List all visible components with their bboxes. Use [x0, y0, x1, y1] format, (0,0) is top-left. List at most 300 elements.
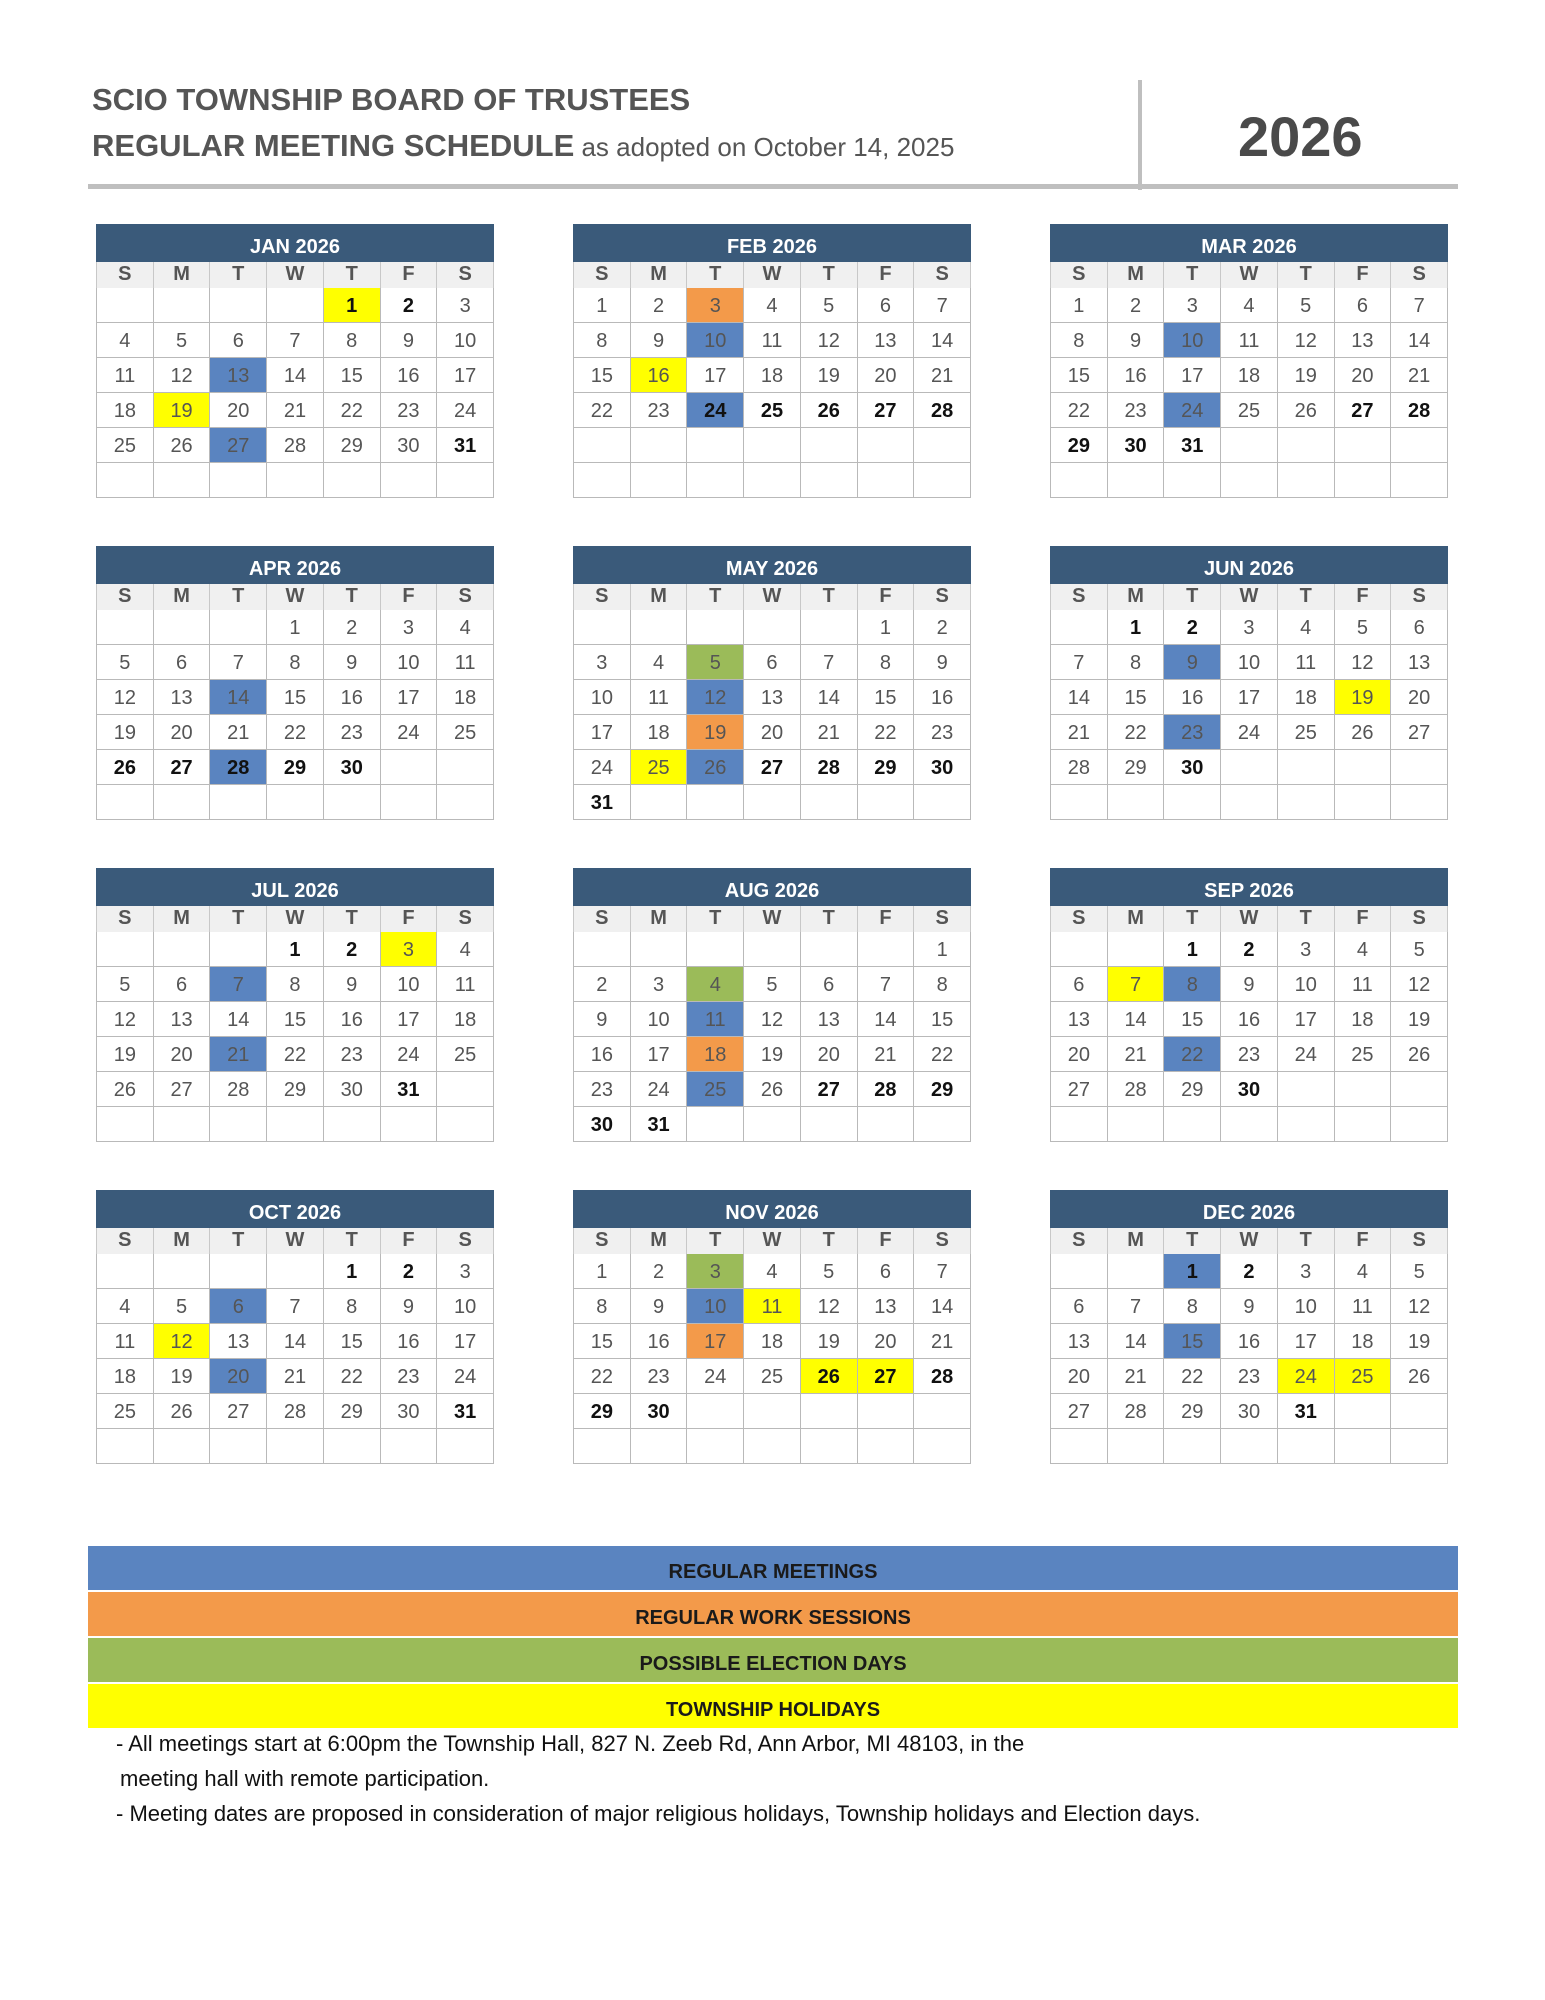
day-cell: 22	[324, 393, 381, 428]
weekday-label: T	[210, 584, 267, 610]
weekday-label: M	[154, 1228, 211, 1254]
day-cell: 22	[858, 715, 915, 750]
day-cell: 25	[437, 715, 494, 750]
day-cell: 9	[324, 645, 381, 680]
day-cell: 19	[687, 715, 744, 750]
weekday-label: S	[437, 1228, 494, 1254]
weekday-header	[573, 584, 971, 610]
weekday-label: S	[1051, 262, 1108, 288]
day-cell: 24	[1278, 1359, 1335, 1394]
empty-cell	[154, 463, 211, 498]
day-cell: 20	[1051, 1037, 1108, 1072]
day-cell: 4	[1221, 288, 1278, 323]
day-cell: 9	[1221, 1289, 1278, 1324]
weekday-label: F	[381, 262, 438, 288]
weekday-label: W	[1221, 1228, 1278, 1254]
empty-cell	[1391, 750, 1448, 785]
notes	[116, 1726, 1416, 1831]
day-cell: 6	[1051, 967, 1108, 1002]
day-cell: 8	[324, 1289, 381, 1324]
weekday-label: M	[1108, 584, 1165, 610]
weekday-label: F	[858, 262, 915, 288]
empty-cell	[437, 750, 494, 785]
month-apr	[96, 546, 494, 820]
empty-cell	[631, 785, 688, 820]
day-cell: 29	[1164, 1394, 1221, 1429]
empty-cell	[744, 463, 801, 498]
day-cell: 17	[574, 715, 631, 750]
day-cell: 17	[687, 358, 744, 393]
empty-cell	[858, 785, 915, 820]
day-cell: 25	[1335, 1037, 1392, 1072]
empty-cell	[97, 1254, 154, 1289]
day-cell: 27	[858, 393, 915, 428]
day-cell: 9	[381, 323, 438, 358]
day-cell: 30	[381, 428, 438, 463]
empty-cell	[631, 1429, 688, 1464]
day-cell: 11	[631, 680, 688, 715]
month-nov	[573, 1190, 971, 1464]
day-cell: 7	[914, 288, 971, 323]
weekday-label: F	[1335, 584, 1392, 610]
weekday-label: W	[267, 906, 324, 932]
day-cell: 24	[437, 1359, 494, 1394]
day-cell: 7	[267, 1289, 324, 1324]
empty-cell	[914, 785, 971, 820]
day-cell: 17	[381, 680, 438, 715]
empty-cell	[381, 785, 438, 820]
day-cell: 18	[1221, 358, 1278, 393]
day-cell: 24	[687, 393, 744, 428]
month-title: NOV 2026	[573, 1190, 971, 1228]
day-cell: 14	[1108, 1002, 1165, 1037]
day-cell: 10	[1164, 323, 1221, 358]
day-cell: 10	[381, 967, 438, 1002]
empty-cell	[801, 1394, 858, 1429]
day-cell: 14	[858, 1002, 915, 1037]
day-cell: 10	[1278, 1289, 1335, 1324]
day-cell: 19	[154, 393, 211, 428]
empty-cell	[801, 1107, 858, 1142]
weekday-header	[96, 906, 494, 932]
weekday-label: M	[154, 906, 211, 932]
day-cell: 23	[574, 1072, 631, 1107]
empty-cell	[1051, 463, 1108, 498]
day-cell: 2	[324, 932, 381, 967]
day-cell: 23	[914, 715, 971, 750]
day-cell: 12	[687, 680, 744, 715]
day-cell: 18	[97, 393, 154, 428]
day-cell: 3	[631, 967, 688, 1002]
day-cell: 31	[381, 1072, 438, 1107]
day-cell: 18	[97, 1359, 154, 1394]
day-cell: 28	[914, 1359, 971, 1394]
day-cell: 8	[574, 1289, 631, 1324]
day-cell: 18	[744, 358, 801, 393]
board-title: SCIO TOWNSHIP BOARD OF TRUSTEES	[92, 82, 691, 117]
day-grid	[1050, 932, 1448, 1142]
month-title: APR 2026	[96, 546, 494, 584]
day-cell: 21	[1108, 1037, 1165, 1072]
weekday-label: W	[267, 1228, 324, 1254]
day-cell: 9	[1221, 967, 1278, 1002]
month-title: JAN 2026	[96, 224, 494, 262]
weekday-label: M	[154, 262, 211, 288]
empty-cell	[801, 463, 858, 498]
day-cell: 13	[858, 323, 915, 358]
empty-cell	[744, 785, 801, 820]
day-cell: 21	[1051, 715, 1108, 750]
note-line-2: meeting hall with remote participation.	[120, 1766, 490, 1791]
day-cell: 17	[687, 1324, 744, 1359]
empty-cell	[1108, 463, 1165, 498]
day-cell: 5	[1391, 1254, 1448, 1289]
day-cell: 18	[437, 680, 494, 715]
weekday-label: S	[574, 584, 631, 610]
day-cell: 18	[1335, 1002, 1392, 1037]
day-cell: 1	[267, 932, 324, 967]
empty-cell	[1335, 1107, 1392, 1142]
day-cell: 6	[154, 967, 211, 1002]
day-cell: 26	[1391, 1359, 1448, 1394]
weekday-label: S	[437, 262, 494, 288]
day-cell: 4	[1278, 610, 1335, 645]
empty-cell	[801, 610, 858, 645]
empty-cell	[437, 463, 494, 498]
month-oct	[96, 1190, 494, 1464]
day-cell: 18	[1335, 1324, 1392, 1359]
weekday-label: S	[97, 262, 154, 288]
month-dec	[1050, 1190, 1448, 1464]
empty-cell	[1108, 1429, 1165, 1464]
weekday-label: W	[1221, 906, 1278, 932]
day-cell: 13	[1335, 323, 1392, 358]
empty-cell	[1391, 785, 1448, 820]
day-cell: 18	[687, 1037, 744, 1072]
day-cell: 9	[1164, 645, 1221, 680]
day-cell: 25	[631, 750, 688, 785]
day-cell: 29	[267, 750, 324, 785]
empty-cell	[324, 463, 381, 498]
weekday-label: F	[1335, 906, 1392, 932]
day-cell: 10	[687, 323, 744, 358]
day-cell: 14	[914, 1289, 971, 1324]
empty-cell	[1221, 785, 1278, 820]
day-cell: 20	[154, 715, 211, 750]
day-cell: 16	[1108, 358, 1165, 393]
day-cell: 10	[381, 645, 438, 680]
empty-cell	[801, 785, 858, 820]
day-cell: 29	[914, 1072, 971, 1107]
day-cell: 31	[574, 785, 631, 820]
day-cell: 6	[1391, 610, 1448, 645]
empty-cell	[631, 610, 688, 645]
day-cell: 15	[1051, 358, 1108, 393]
empty-cell	[1051, 1429, 1108, 1464]
empty-cell	[574, 463, 631, 498]
day-cell: 17	[437, 1324, 494, 1359]
day-cell: 26	[801, 393, 858, 428]
day-cell: 19	[1278, 358, 1335, 393]
day-cell: 29	[858, 750, 915, 785]
day-cell: 26	[687, 750, 744, 785]
day-cell: 5	[1335, 610, 1392, 645]
day-cell: 18	[744, 1324, 801, 1359]
day-cell: 14	[267, 358, 324, 393]
empty-cell	[914, 428, 971, 463]
day-grid	[1050, 288, 1448, 498]
day-cell: 5	[801, 288, 858, 323]
empty-cell	[1221, 1429, 1278, 1464]
day-cell: 13	[1391, 645, 1448, 680]
day-cell: 24	[631, 1072, 688, 1107]
day-cell: 30	[914, 750, 971, 785]
day-cell: 11	[1221, 323, 1278, 358]
day-cell: 23	[1221, 1037, 1278, 1072]
legend-regular-meetings: REGULAR MEETINGS	[88, 1546, 1458, 1590]
weekday-label: S	[97, 906, 154, 932]
day-cell: 13	[801, 1002, 858, 1037]
day-cell: 14	[267, 1324, 324, 1359]
weekday-header	[96, 262, 494, 288]
day-cell: 12	[154, 358, 211, 393]
weekday-label: T	[324, 584, 381, 610]
day-cell: 11	[687, 1002, 744, 1037]
empty-cell	[381, 750, 438, 785]
day-cell: 6	[154, 645, 211, 680]
day-cell: 3	[1221, 610, 1278, 645]
month-mar	[1050, 224, 1448, 498]
weekday-label: W	[744, 1228, 801, 1254]
empty-cell	[1221, 1107, 1278, 1142]
day-cell: 27	[1051, 1072, 1108, 1107]
day-cell: 19	[1391, 1324, 1448, 1359]
weekday-label: S	[97, 1228, 154, 1254]
weekday-label: T	[801, 1228, 858, 1254]
day-cell: 1	[1164, 932, 1221, 967]
day-cell: 15	[1164, 1324, 1221, 1359]
empty-cell	[914, 1394, 971, 1429]
day-cell: 7	[914, 1254, 971, 1289]
day-cell: 21	[210, 1037, 267, 1072]
day-cell: 26	[154, 428, 211, 463]
weekday-label: M	[631, 1228, 688, 1254]
day-cell: 5	[97, 645, 154, 680]
empty-cell	[744, 1394, 801, 1429]
day-cell: 4	[1335, 932, 1392, 967]
day-cell: 29	[324, 428, 381, 463]
empty-cell	[210, 610, 267, 645]
day-cell: 27	[744, 750, 801, 785]
day-grid	[573, 1254, 971, 1464]
day-cell: 25	[687, 1072, 744, 1107]
day-cell: 11	[437, 967, 494, 1002]
day-cell: 4	[631, 645, 688, 680]
empty-cell	[154, 288, 211, 323]
day-cell: 30	[631, 1394, 688, 1429]
day-cell: 29	[1108, 750, 1165, 785]
day-cell: 27	[154, 750, 211, 785]
day-cell: 20	[1391, 680, 1448, 715]
day-cell: 5	[154, 323, 211, 358]
day-cell: 21	[210, 715, 267, 750]
empty-cell	[1108, 1107, 1165, 1142]
day-grid	[1050, 610, 1448, 820]
day-cell: 28	[1051, 750, 1108, 785]
empty-cell	[1278, 463, 1335, 498]
day-cell: 15	[858, 680, 915, 715]
day-cell: 20	[210, 393, 267, 428]
day-cell: 21	[1108, 1359, 1165, 1394]
day-cell: 12	[97, 680, 154, 715]
day-cell: 3	[437, 1254, 494, 1289]
day-cell: 6	[744, 645, 801, 680]
day-cell: 19	[1335, 680, 1392, 715]
empty-cell	[1391, 463, 1448, 498]
empty-cell	[1335, 428, 1392, 463]
header-rule	[88, 184, 1458, 189]
day-cell: 28	[1108, 1072, 1165, 1107]
day-cell: 3	[687, 288, 744, 323]
day-cell: 24	[574, 750, 631, 785]
day-cell: 16	[574, 1037, 631, 1072]
day-cell: 23	[631, 393, 688, 428]
month-jul	[96, 868, 494, 1142]
day-grid	[573, 932, 971, 1142]
empty-cell	[1278, 1072, 1335, 1107]
empty-cell	[858, 1429, 915, 1464]
empty-cell	[1335, 463, 1392, 498]
day-cell: 2	[381, 1254, 438, 1289]
empty-cell	[1221, 750, 1278, 785]
empty-cell	[1278, 750, 1335, 785]
day-cell: 10	[574, 680, 631, 715]
empty-cell	[210, 1429, 267, 1464]
day-cell: 20	[154, 1037, 211, 1072]
day-cell: 14	[210, 1002, 267, 1037]
empty-cell	[1051, 785, 1108, 820]
empty-cell	[210, 785, 267, 820]
day-cell: 29	[1051, 428, 1108, 463]
day-cell: 22	[267, 715, 324, 750]
day-cell: 5	[801, 1254, 858, 1289]
day-cell: 7	[267, 323, 324, 358]
day-cell: 16	[1164, 680, 1221, 715]
day-cell: 25	[97, 428, 154, 463]
month-sep	[1050, 868, 1448, 1142]
day-cell: 24	[381, 1037, 438, 1072]
day-cell: 7	[210, 645, 267, 680]
schedule-title	[92, 128, 954, 164]
empty-cell	[744, 610, 801, 645]
day-cell: 27	[210, 1394, 267, 1429]
day-cell: 26	[801, 1359, 858, 1394]
day-cell: 8	[914, 967, 971, 1002]
empty-cell	[210, 932, 267, 967]
day-cell: 25	[1221, 393, 1278, 428]
day-cell: 21	[1391, 358, 1448, 393]
empty-cell	[97, 288, 154, 323]
day-cell: 23	[381, 1359, 438, 1394]
empty-cell	[267, 288, 324, 323]
empty-cell	[1164, 463, 1221, 498]
empty-cell	[801, 428, 858, 463]
empty-cell	[210, 463, 267, 498]
empty-cell	[1391, 1107, 1448, 1142]
empty-cell	[687, 785, 744, 820]
month-title: JUL 2026	[96, 868, 494, 906]
day-cell: 11	[1335, 967, 1392, 1002]
weekday-label: S	[914, 584, 971, 610]
empty-cell	[631, 463, 688, 498]
day-cell: 27	[1051, 1394, 1108, 1429]
weekday-header	[96, 584, 494, 610]
empty-cell	[1391, 1394, 1448, 1429]
day-cell: 7	[1108, 1289, 1165, 1324]
day-cell: 2	[381, 288, 438, 323]
day-cell: 10	[1221, 645, 1278, 680]
empty-cell	[744, 932, 801, 967]
day-cell: 3	[1164, 288, 1221, 323]
day-grid	[1050, 1254, 1448, 1464]
day-cell: 12	[1335, 645, 1392, 680]
day-cell: 15	[1164, 1002, 1221, 1037]
day-cell: 30	[324, 1072, 381, 1107]
day-cell: 20	[1335, 358, 1392, 393]
weekday-label: F	[381, 906, 438, 932]
day-cell: 30	[1221, 1394, 1278, 1429]
day-grid	[96, 1254, 494, 1464]
empty-cell	[154, 785, 211, 820]
weekday-label: T	[1278, 584, 1335, 610]
weekday-header	[573, 906, 971, 932]
year-label: 2026	[1238, 105, 1363, 168]
weekday-label: T	[210, 906, 267, 932]
day-cell: 12	[1391, 1289, 1448, 1324]
empty-cell	[574, 1429, 631, 1464]
day-cell: 22	[574, 393, 631, 428]
day-cell: 16	[1221, 1324, 1278, 1359]
month-title: JUN 2026	[1050, 546, 1448, 584]
weekday-label: M	[631, 906, 688, 932]
day-cell: 17	[1278, 1324, 1335, 1359]
weekday-label: S	[1391, 906, 1448, 932]
weekday-label: S	[1051, 1228, 1108, 1254]
header-divider	[1138, 80, 1142, 190]
day-cell: 20	[744, 715, 801, 750]
day-cell: 10	[437, 323, 494, 358]
day-cell: 20	[801, 1037, 858, 1072]
day-cell: 22	[914, 1037, 971, 1072]
day-cell: 13	[210, 358, 267, 393]
weekday-label: F	[1335, 262, 1392, 288]
empty-cell	[381, 1107, 438, 1142]
day-cell: 8	[1108, 645, 1165, 680]
empty-cell	[1335, 1429, 1392, 1464]
day-cell: 2	[1221, 932, 1278, 967]
weekday-label: S	[1051, 584, 1108, 610]
day-cell: 13	[858, 1289, 915, 1324]
day-cell: 14	[801, 680, 858, 715]
day-cell: 23	[1164, 715, 1221, 750]
weekday-header	[1050, 1228, 1448, 1254]
day-cell: 27	[858, 1359, 915, 1394]
month-title: OCT 2026	[96, 1190, 494, 1228]
day-cell: 6	[858, 1254, 915, 1289]
day-cell: 14	[914, 323, 971, 358]
empty-cell	[381, 463, 438, 498]
empty-cell	[687, 610, 744, 645]
